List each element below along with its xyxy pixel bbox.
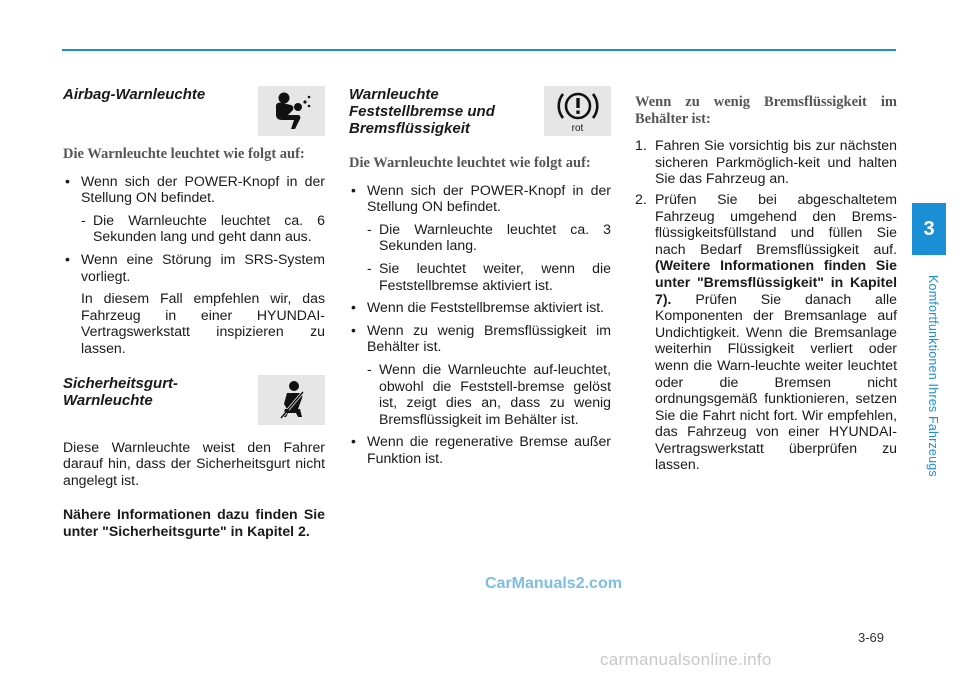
seatbelt-icon-box: [258, 375, 325, 425]
fluid-step-2-text-a: Prüfen Sie bei abgeschaltetem Fahrzeug umgehend den Brems-flüssigkeitsfüllstand und füllen Sie nach Bedarf Bremsflüssigkeit auf.: [655, 190, 897, 257]
airbag-dash-1-text: Die Warnleuchte leuchtet ca. 6 Sekunden lang und geht dann aus.: [93, 211, 325, 245]
column-1: [63, 86, 325, 540]
dash-marker: -: [367, 360, 372, 377]
fluid-step-1: [635, 137, 897, 187]
step-number: 2.: [635, 190, 647, 207]
brake-icon-caption: rot: [571, 122, 584, 134]
fluid-step-2-reference: (Weitere Informationen finden Sie unter "Bremsflüssigkeit" in Kapitel 7).: [655, 257, 897, 307]
seatbelt-note: Nähere Informationen dazu finden Sie unter "Sicherheitsgurte" in Kapitel 2.: [63, 506, 325, 539]
chapter-title: Komfortfunktionen Ihres Fahrzeugs: [926, 275, 940, 477]
airbag-dash-1: [63, 212, 325, 245]
airbag-bullet-1: • Wenn sich der POWER-Knopf in der Stellung ON befindet.: [63, 173, 325, 206]
brake-bullet-2: • Wenn die Feststellbremse aktiviert ist.: [349, 299, 611, 316]
airbag-bullet-2: • Wenn eine Störung im SRS-System vorliegt.: [63, 251, 325, 284]
brake-heading-row: [349, 86, 611, 137]
brake-dash-1-text: Die Warnleuchte leuchtet ca. 3 Sekunden lang.: [379, 220, 611, 254]
fluid-step-1-text: Fahren Sie vorsichtig bis zur nächsten sicheren Parkmöglich-keit und halten Sie das Fahrzeug an.: [655, 137, 897, 187]
brake-dash-2-text: Sie leuchtet weiter, wenn die Feststellbremse aktiviert ist.: [379, 259, 611, 293]
brake-dash-3-text: Wenn die Warnleuchte auf-leuchtet, obwohl die Feststell-bremse gelöst ist, zeigt dies an, dass zu wenig Bremsflüssigkeit im Behälter ist.: [379, 360, 611, 427]
airbag-heading-row: [63, 86, 325, 136]
fluid-heading: Wenn zu wenig Bremsflüssigkeit im Behälter ist:: [635, 94, 897, 127]
chapter-tab[interactable]: [912, 203, 946, 255]
brake-dash-2: [349, 260, 611, 293]
column-3: [635, 94, 897, 473]
seatbelt-heading-row: [63, 375, 325, 425]
fluid-step-2: [635, 191, 897, 473]
brake-icon-box: [544, 86, 611, 136]
brake-subtitle: Die Warnleuchte leuchtet wie folgt auf:: [349, 155, 591, 171]
brake-title: Warnleuchte Feststellbremse und Bremsflüssigkeit: [349, 86, 495, 137]
brake-dash-3: [349, 361, 611, 427]
seatbelt-warning-icon: [267, 378, 317, 422]
brake-bullet-4: • Wenn die regenerative Bremse außer Funktion ist.: [349, 433, 611, 466]
airbag-warning-icon: [265, 89, 319, 133]
dash-marker: -: [81, 211, 86, 228]
chapter-number: 3: [923, 217, 935, 240]
airbag-title: Airbag-Warnleuchte: [63, 86, 206, 103]
brake-warning-icon: [555, 89, 601, 123]
dash-marker: -: [367, 259, 372, 276]
footer-watermark: carmanualsonline.info: [600, 650, 772, 669]
brake-bullet-1: • Wenn sich der POWER-Knopf in der Stellung ON befindet.: [349, 182, 611, 215]
step-number: 1.: [635, 137, 647, 154]
column-2: [349, 86, 611, 467]
airbag-icon-box: [258, 86, 325, 136]
seatbelt-title: Sicherheitsgurt-Warnleuchte: [63, 374, 179, 409]
dash-marker: -: [367, 220, 372, 237]
brake-bullet-3: • Wenn zu wenig Bremsflüssigkeit im Behälter ist.: [349, 322, 611, 355]
chapter-side-title: [922, 256, 944, 496]
fluid-step-2-text-b: Prüfen Sie danach alle Komponenten der Bremsanlage auf Undichtigkeit. Wenn die Bremsanlage weiterhin Flüssigkeit verliert oder wenn die Warn-leuchte weiter leuchtet oder die Bremsen nicht ordnungsgemäß funktionieren, setzen Sie die Fahrt nicht fort. Wir empfehlen, das Fahrzeug von einer HYUNDAI-Vertragswerkstatt überprüfen zu lassen.: [655, 290, 897, 473]
watermark: CarManuals2.com: [485, 575, 622, 592]
seatbelt-text: Diese Warnleuchte weist den Fahrer darauf hin, dass der Sicherheitsgurt nicht angelegt ist.: [63, 438, 325, 488]
airbag-bullet-2-text: In diesem Fall empfehlen wir, das Fahrzeug in einer HYUNDAI-Vertragswerkstatt inspizieren zu lassen.: [81, 290, 325, 356]
airbag-subtitle: Die Warnleuchte leuchtet wie folgt auf:: [63, 146, 305, 162]
header-rule: [62, 49, 896, 51]
page-number: 3-69: [858, 630, 885, 645]
brake-dash-1: [349, 221, 611, 254]
